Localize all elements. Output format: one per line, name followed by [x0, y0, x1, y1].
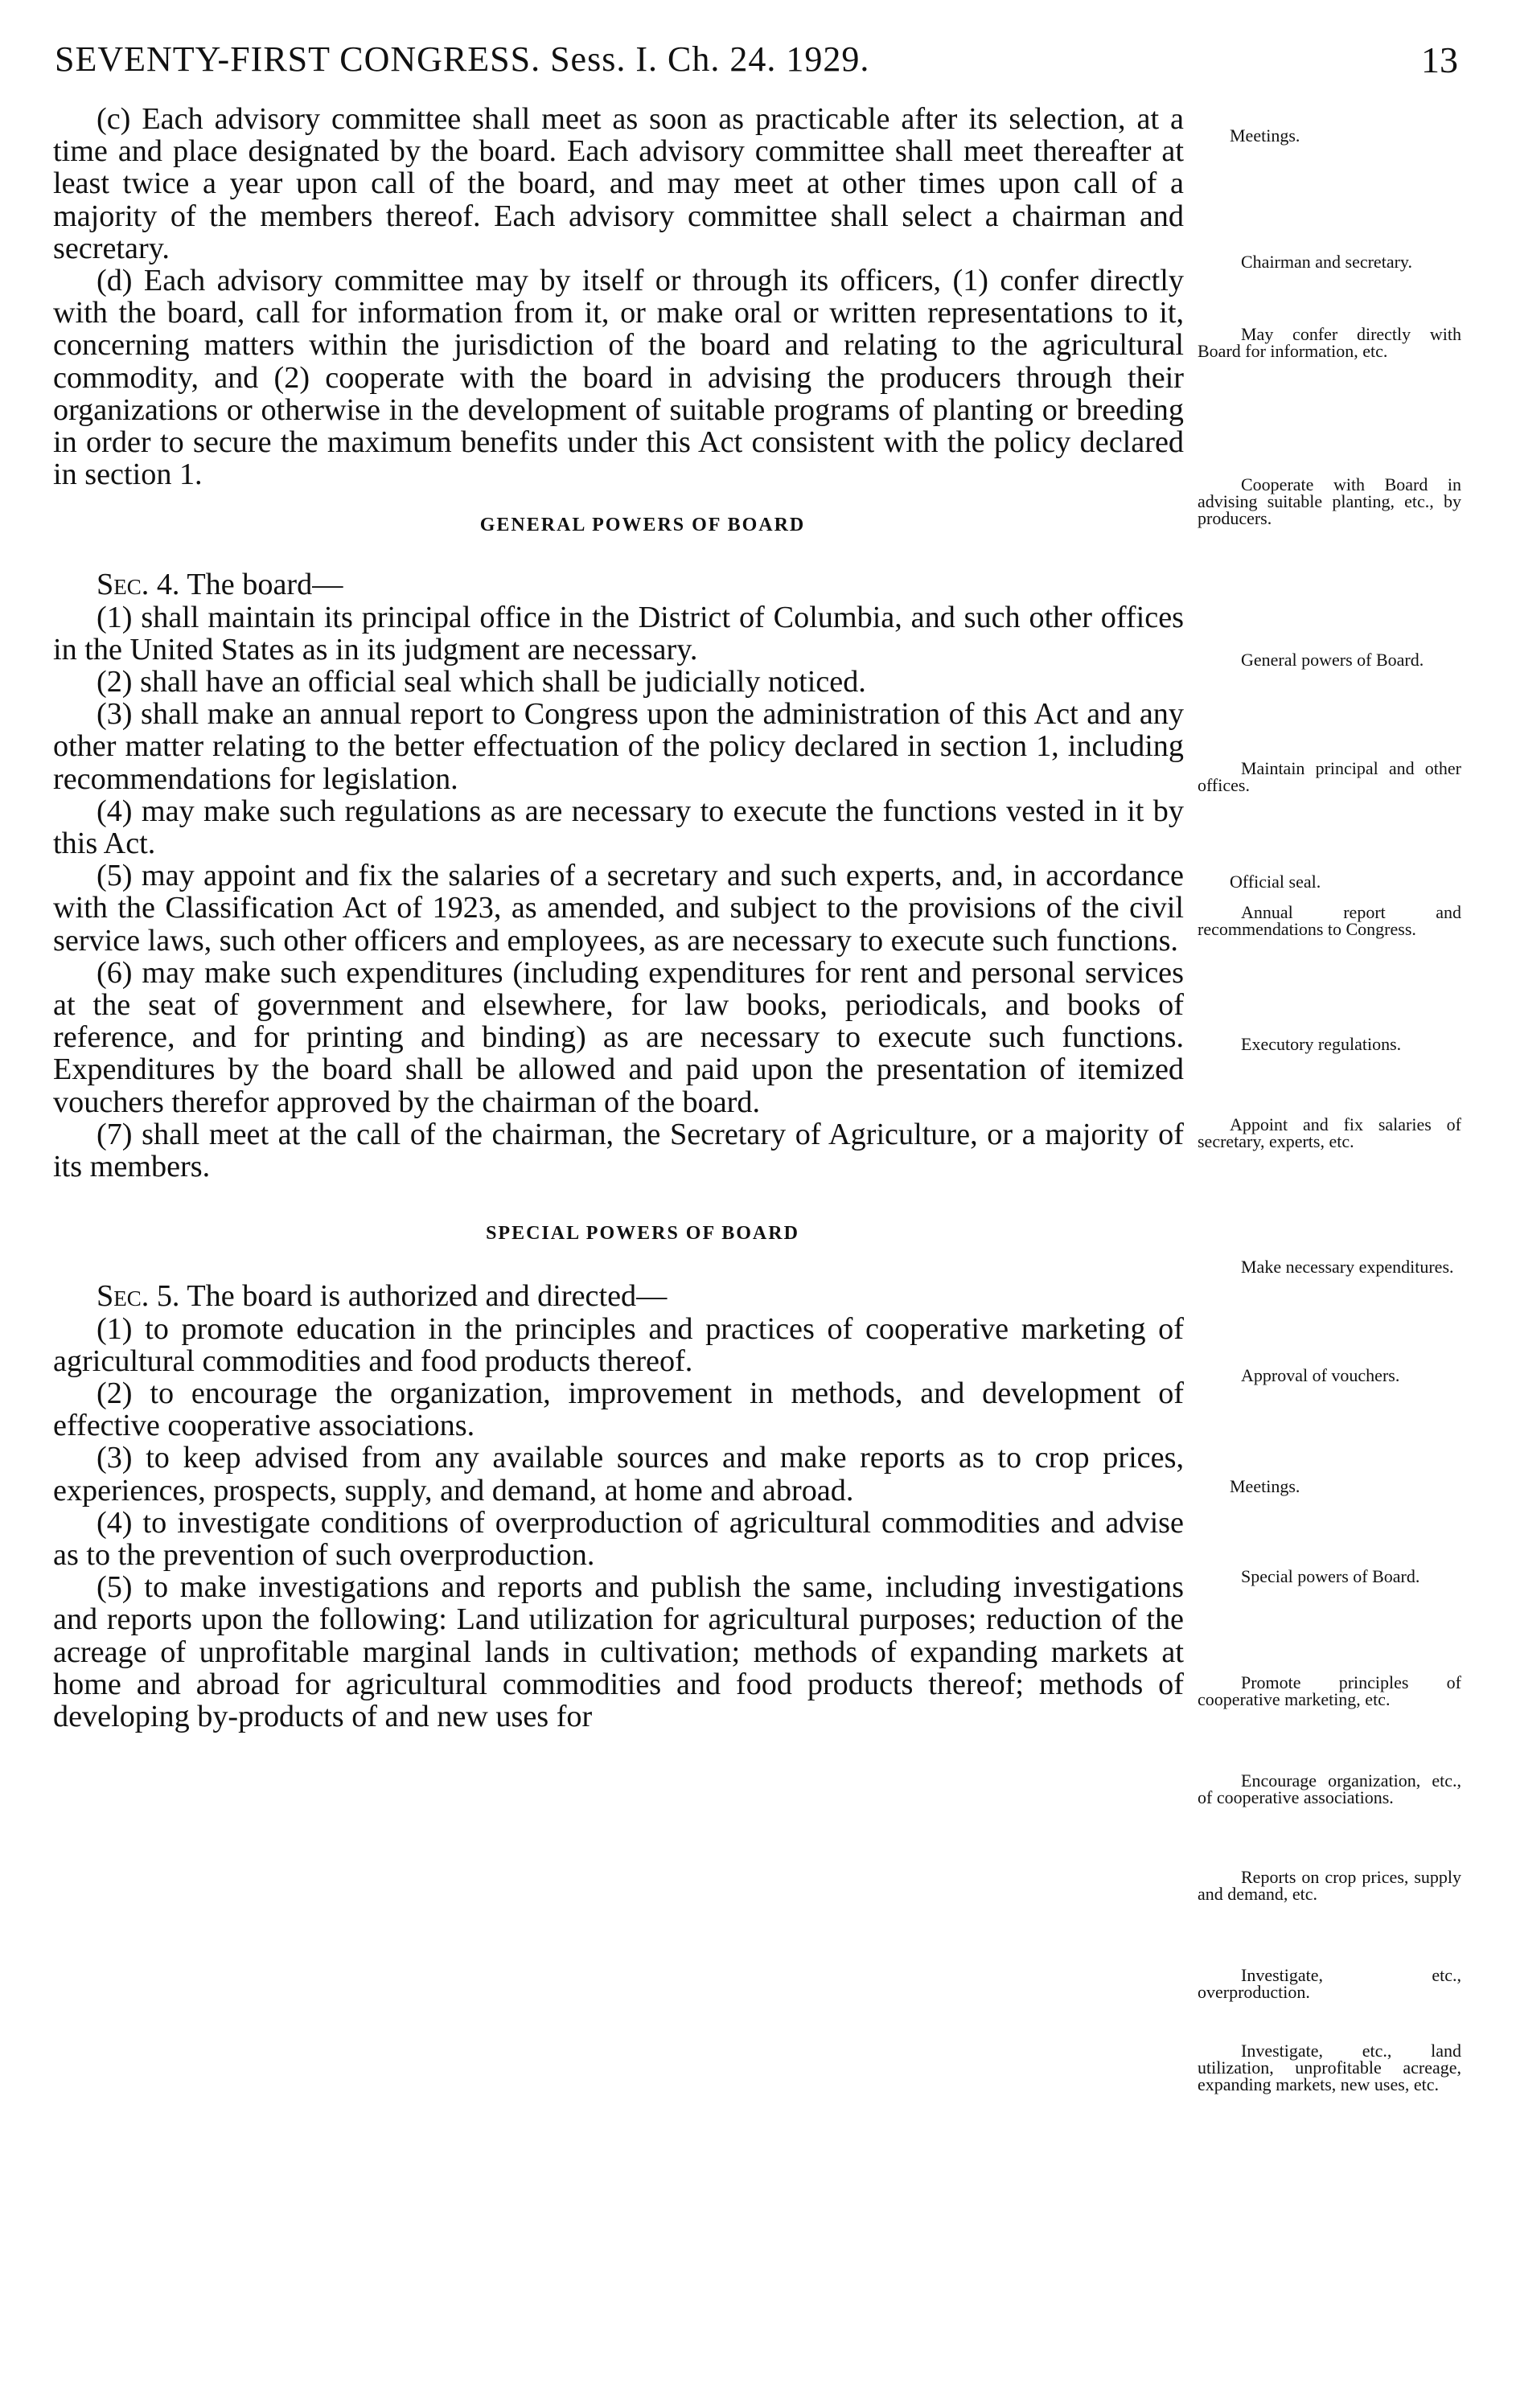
- margin-note-crop-reports: Reports on crop prices, supply and demand, etc.: [1198, 1867, 1461, 1904]
- paragraph-d: (d) Each advisory committee may by itself or through its officers, (1) confer directly with the board, call for information from it, or make oral or written representations to it, concerning matters within the jurisdiction of the board and relating to the agricultural commodity, and (2) cooperate with the board in advising the producers through their organizations or otherwise in the development of suitable programs of planting or breeding in order to secure the maximum benefits under this Act consistent with the policy declared in section 1.: [53, 264, 1184, 492]
- margin-note-expenditures: Make necessary expenditures.: [1241, 1257, 1454, 1277]
- section-5-intro: [53, 1280, 1184, 1312]
- section-5-intro-text: The board is authorized and directed—: [179, 1279, 668, 1314]
- margin-note-regulations: Executory regulations.: [1241, 1034, 1402, 1054]
- heading-general-powers: GENERAL POWERS OF BOARD: [479, 515, 806, 536]
- margin-note-principal-office: Maintain principal and other offices.: [1198, 758, 1461, 795]
- section-5-item-1: (1) to promote education in the principles and practices of cooperative marketing of agricultural commodities and food products thereof.: [53, 1311, 1184, 1378]
- section-4-item-1: (1) shall maintain its principal office in the District of Columbia, and such other offices in the United States as in its judgment are necessary.: [53, 600, 1184, 667]
- main-text-column: [53, 103, 1184, 1733]
- margin-note-promote: Promote principles of cooperative marketing, etc.: [1198, 1672, 1461, 1709]
- section-4-item-4: (4) may make such regulations as are necessary to execute the functions vested in it by this Act.: [53, 794, 1184, 861]
- margin-note-overproduction: Investigate, etc., overproduction.: [1198, 1965, 1461, 2002]
- section-4-item-7: (7) shall meet at the call of the chairman, the Secretary of Agriculture, or a majority of its members.: [53, 1117, 1184, 1184]
- margin-note-vouchers: Approval of vouchers.: [1241, 1365, 1400, 1385]
- margin-note-annual-report: Annual report and recommendations to Congress.: [1198, 902, 1461, 939]
- section-4-item-2: (2) shall have an official seal which shall be judicially noticed.: [97, 665, 866, 699]
- section-4-item-6: (6) may make such expenditures (including expenditures for rent and personal services at the seat of government and elsewhere, for law books, periodicals, and books of reference, and for printing and binding) as are necessary to execute such functions. Expenditures by the board shall be allowed and paid upon the presentation of itemized vouchers therefor approved by the chairman of the board.: [53, 955, 1184, 1119]
- margin-note-official-seal: Official seal.: [1230, 872, 1321, 892]
- margin-note-cooperate: Cooperate with Board in advising suitable planting, etc., by producers.: [1198, 474, 1461, 528]
- running-header: [55, 39, 1458, 87]
- margin-note-land-utilization: Investigate, etc., land utilization, unprofitable acreage, expanding markets, new uses, etc.: [1198, 2041, 1461, 2094]
- margin-note-confer-directly: May confer directly with Board for information, etc.: [1198, 324, 1461, 361]
- margin-note-general-powers: General powers of Board.: [1241, 650, 1424, 670]
- section-4-item-3: (3) shall make an annual report to Congress upon the administration of this Act and any other matter relating to the better effectuation of the policy declared in section 1, including recommendations for legislation.: [53, 697, 1184, 796]
- section-4-intro-text: The board—: [179, 568, 343, 602]
- section-4-item-5: (5) may appoint and fix the salaries of a secretary and such experts, and, in accordance with the Classification Act of 1923, as amended, and subject to the provisions of the civil service laws, such other officers and employees, as are necessary to execute such functions.: [53, 859, 1184, 958]
- section-5-item-2: (2) to encourage the organization, improvement in methods, and development of effective cooperative associations.: [53, 1376, 1184, 1443]
- margin-note-meetings: Meetings.: [1230, 125, 1300, 146]
- section-5-label: Sec. 5.: [97, 1279, 180, 1314]
- margin-note-meetings-2: Meetings.: [1230, 1476, 1300, 1496]
- margin-note-encourage: Encourage organization, etc., of cooperative associations.: [1198, 1770, 1461, 1807]
- margin-note-special-powers: Special powers of Board.: [1241, 1566, 1420, 1586]
- margin-note-salaries: Appoint and fix salaries of secretary, experts, etc.: [1198, 1114, 1461, 1151]
- section-5-item-4: (4) to investigate conditions of overproduction of agricultural commodities and advise as to the prevention of such overproduction.: [53, 1505, 1184, 1572]
- section-5-item-5: (5) to make investigations and reports and publish the same, including investigations and reports upon the following: Land utilization for agricultural purposes; reduction of the acreage of unprofitable marginal lands in cultivation; methods of expanding markets at home and abroad for agricultural commodities and food products thereof; methods of developing by-products of and new uses for: [53, 1570, 1184, 1733]
- paragraph-c: (c) Each advisory committee shall meet as soon as practicable after its selection, at a time and place designated by the board. Each advisory committee shall meet thereafter at least twice a year upon call of the board, and may meet at other times upon call of a majority of the members thereof. Each advisory committee shall select a chairman and secretary.: [53, 102, 1184, 265]
- page-number: 13: [1421, 39, 1458, 80]
- running-title: SEVENTY-FIRST CONGRESS. Sess. I. Ch. 24. 1929.: [55, 39, 870, 79]
- section-5-item-3: (3) to keep advised from any available sources and make reports as to crop prices, experiences, prospects, supply, and demand, at home and abroad.: [53, 1441, 1184, 1508]
- section-4-label: Sec. 4.: [97, 568, 180, 602]
- heading-special-powers: SPECIAL POWERS OF BOARD: [486, 1223, 799, 1245]
- section-4-intro: [53, 568, 1184, 601]
- margin-note-chairman-secretary: Chairman and secretary.: [1241, 252, 1412, 272]
